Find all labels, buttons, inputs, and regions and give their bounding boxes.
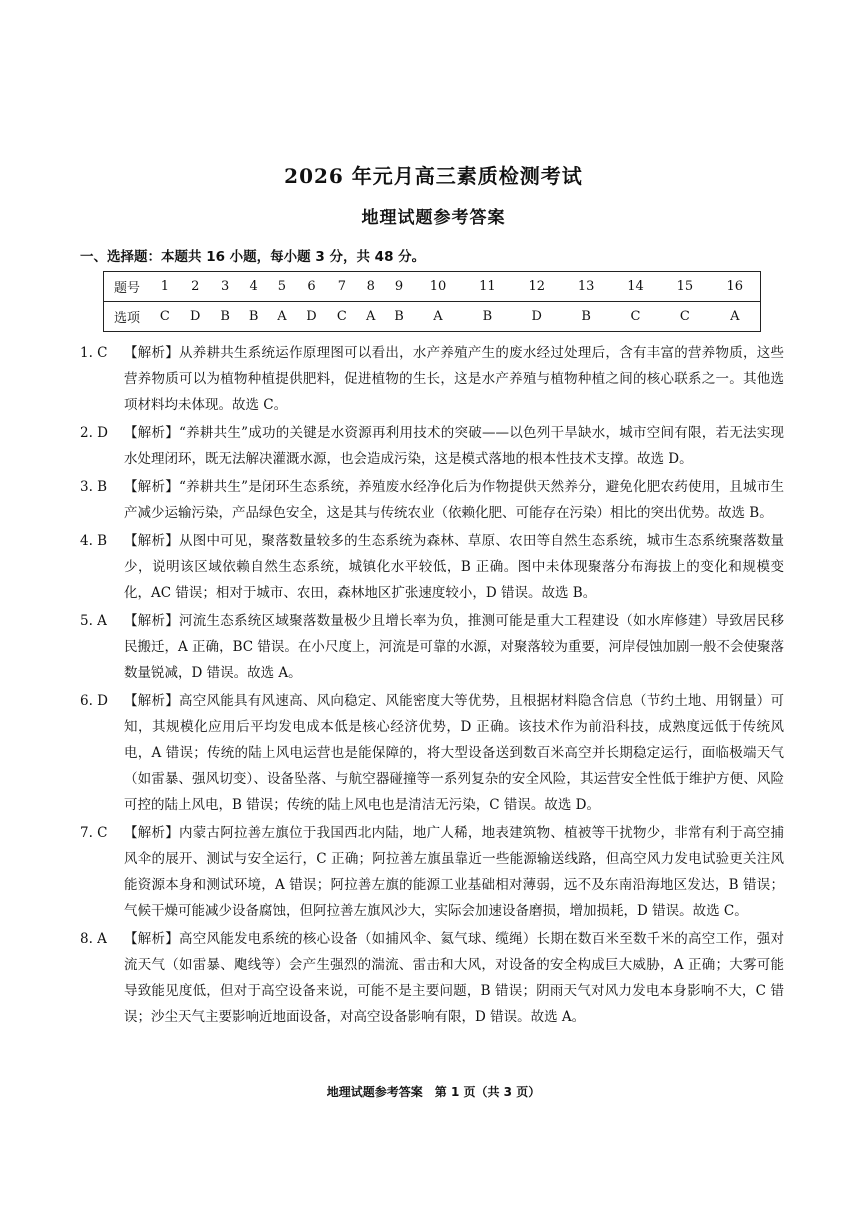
explanation-item (80, 474, 784, 526)
row-label-question: 题号 (104, 272, 151, 302)
question-number-cell: 10 (413, 272, 462, 302)
question-number-cell: 1 (150, 272, 180, 302)
answer-cell: A (710, 302, 761, 332)
answer-cell: B (239, 302, 268, 332)
answer-row (104, 302, 761, 332)
item-number: 6. D (80, 693, 108, 709)
exam-title: 2026 年元月高三素质检测考试 (284, 164, 583, 188)
question-number-cell: 11 (463, 272, 512, 302)
item-explanation: 【解析】“养耕共生”成功的关键是水资源再利用技术的突破——以色列干旱缺水，城市空间有限，若无法实现水处理闭环，既无法解决灌溉水源，也会造成污染，这是模式落地的根本性技术支撑。故选 D。 (124, 425, 784, 467)
question-number-cell: 2 (180, 272, 211, 302)
answer-cell: A (357, 302, 385, 332)
question-number-cell: 8 (357, 272, 385, 302)
item-explanation: 【解析】从养耕共生系统运作原理图可以看出，水产养殖产生的废水经过处理后，含有丰富的营养物质，这些营养物质可以为植物种植提供肥料，促进植物的生长，这是水产养殖与植物种植之间的核心联系之一。其他选项材料均未体现。故选 C。 (124, 345, 784, 413)
question-number-cell: 14 (611, 272, 660, 302)
answer-cell: B (561, 302, 610, 332)
answer-cell: D (512, 302, 561, 332)
explanation-item (80, 420, 784, 472)
question-number-row (104, 272, 761, 302)
item-number: 7. C (80, 825, 108, 841)
item-number: 3. B (80, 479, 108, 495)
explanation-item (80, 820, 784, 924)
answer-table (103, 271, 761, 332)
question-number-cell: 16 (710, 272, 761, 302)
question-number-cell: 7 (327, 272, 357, 302)
explanation-item (80, 528, 784, 606)
answer-cell: A (268, 302, 296, 332)
row-label-answer: 选项 (104, 302, 151, 332)
answer-cell: C (660, 302, 709, 332)
page-footer: 地理试题参考答案 第 1 页（共 3 页） (326, 1085, 541, 1099)
answer-cell: C (611, 302, 660, 332)
question-number-cell: 5 (268, 272, 296, 302)
explanation-item (80, 926, 784, 1030)
section-header: 一、选择题：本题共 16 小题，每小题 3 分，共 48 分。 (80, 249, 426, 265)
answer-cell: B (211, 302, 240, 332)
answer-cell: A (413, 302, 462, 332)
question-number-cell: 12 (512, 272, 561, 302)
answer-cell: B (463, 302, 512, 332)
question-number-cell: 3 (211, 272, 240, 302)
item-explanation: 【解析】高空风能具有风速高、风向稳定、风能密度大等优势，且根据材料隐含信息（节约土地、用钢量）可知，其规模化应用后平均发电成本低是核心经济优势，D 正确。该技术作为前沿科技，成熟度远低于传统风电，A 错误；传统的陆上风电运营也是能保障的，将大型设备送到数百米高空并长期稳定运行，面临极端天气（如雷暴、强风切变）、设备坠落、与航空器碰撞等一系列复杂的安全风险，其运营安全性低于维护方便、风险可控的陆上风电，B 错误；传统的陆上风电也是清洁无污染，C 错误。故选 D。 (124, 693, 784, 813)
answer-cell: D (296, 302, 327, 332)
item-explanation: 【解析】河流生态系统区域聚落数量极少且增长率为负，推测可能是重大工程建设（如水库修建）导致居民移民搬迁，A 正确，BC 错误。在小尺度上，河流是可靠的水源，对聚落较为重要，河岸侵蚀加剧一般不会使聚落数量锐减，D 错误。故选 A。 (124, 613, 784, 681)
answer-key-subtitle: 地理试题参考答案 (361, 208, 506, 228)
item-explanation: 【解析】从图中可见，聚落数量较多的生态系统为森林、草原、农田等自然生态系统，城市生态系统聚落数量少，说明该区域依赖自然生态系统，城镇化水平较低，B 正确。图中未体现聚落分布海拔上的变化和规模变化，AC 错误；相对于城市、农田，森林地区扩张速度较小，D 错误。故选 B。 (124, 533, 784, 601)
question-number-cell: 15 (660, 272, 709, 302)
item-number: 8. A (80, 931, 107, 947)
question-number-cell: 6 (296, 272, 327, 302)
item-explanation: 【解析】内蒙古阿拉善左旗位于我国西北内陆，地广人稀，地表建筑物、植被等干扰物少，非常有利于高空捕风伞的展开、测试与安全运行，C 正确；阿拉善左旗虽靠近一些能源输送线路，但高空风力发电试验更关注风能资源本身和测试环境，A 错误；阿拉善左旗的能源工业基础相对薄弱，远不及东南沿海地区发达，B 错误；气候干燥可能减少设备腐蚀，但阿拉善左旗风沙大，实际会加速设备磨损，增加损耗，D 错误。故选 C。 (124, 825, 784, 919)
explanation-item (80, 688, 784, 818)
answer-cell: B (385, 302, 414, 332)
item-number: 1. C (80, 345, 108, 361)
answer-cell: C (327, 302, 357, 332)
item-number: 5. A (80, 613, 107, 629)
question-number-cell: 13 (561, 272, 610, 302)
item-number: 2. D (80, 425, 108, 441)
question-number-cell: 9 (385, 272, 414, 302)
answer-cell: D (180, 302, 211, 332)
answer-cell: C (150, 302, 180, 332)
explanation-item (80, 340, 784, 418)
item-explanation: 【解析】高空风能发电系统的核心设备（如捕风伞、氦气球、缆绳）长期在数百米至数千米的高空工作，强对流天气（如雷暴、飑线等）会产生强烈的湍流、雷击和大风，对设备的安全构成巨大威胁，A 正确；大雾可能导致能见度低，但对于高空设备来说，可能不是主要问题，B 错误；阴雨天气对风力发电本身影响不大，C 错误；沙尘天气主要影响近地面设备，对高空设备影响有限，D 错误。故选 A。 (124, 931, 784, 1025)
explanation-item (80, 608, 784, 686)
question-number-cell: 4 (239, 272, 268, 302)
explanation-list (80, 340, 784, 1032)
item-number: 4. B (80, 533, 108, 549)
item-explanation: 【解析】“养耕共生”是闭环生态系统，养殖废水经净化后为作物提供天然养分，避免化肥农药使用，且城市生产减少运输污染，产品绿色安全，这是其与传统农业（依赖化肥、可能存在污染）相比的突出优势。故选 B。 (124, 479, 784, 521)
